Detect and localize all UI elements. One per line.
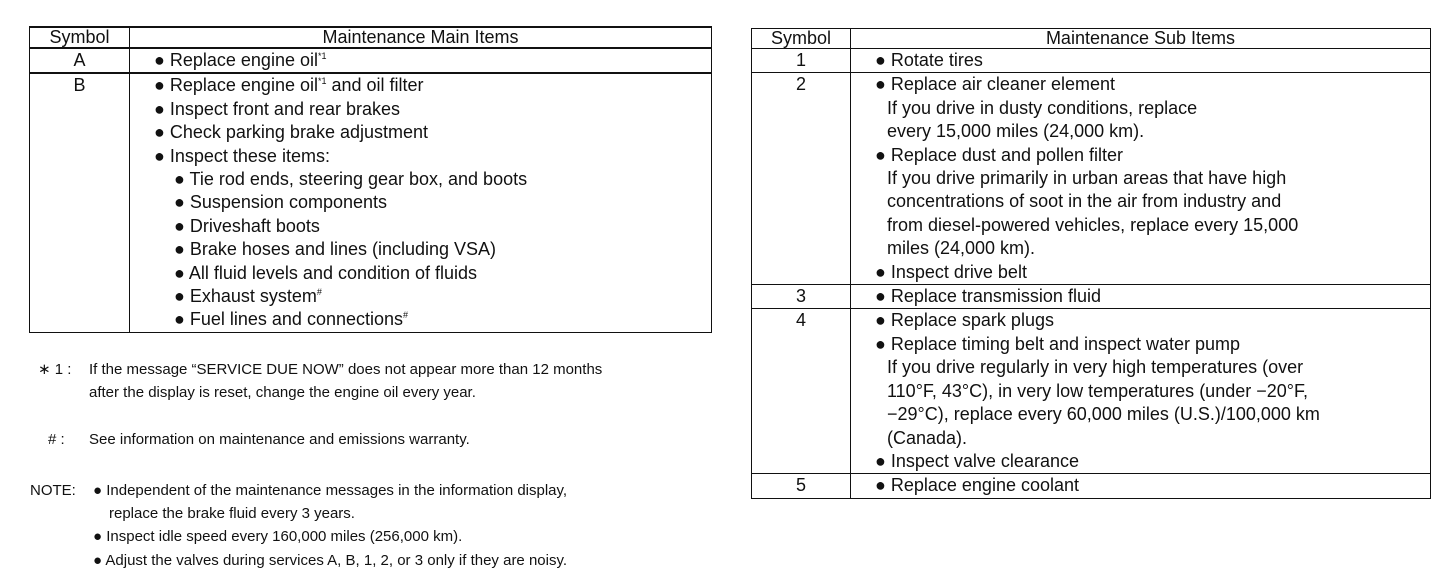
sub-item-line [130,262,711,285]
sub-table-row [752,49,1431,73]
item-text: ● Replace engine oil [154,75,318,96]
item-text: concentrations of soot in the air from industry and [887,191,1282,212]
items-cell [851,73,1431,285]
item-text: ● Exhaust system [174,286,317,307]
footnote-star1-text-line1: If the message “SERVICE DUE NOW” does not appear more than 12 months [89,361,603,378]
main-table-row [30,48,712,73]
item-line [130,98,711,121]
item-text: ● Inspect front and rear brakes [154,98,400,119]
sub-item-line [130,238,711,261]
item-text: ● Replace timing belt and inspect water pump [875,333,1241,354]
sub-item-line [130,168,711,191]
sub-table-row [752,285,1431,309]
item-text: ● Driveshaft boots [174,215,320,236]
item-line [130,74,711,97]
sub-table-header [752,29,1431,49]
main-table-header [30,27,712,48]
items-cell [851,309,1431,474]
item-line [851,450,1430,473]
item-text: ● Replace spark plugs [875,310,1054,331]
sub-item-line [851,97,1430,120]
item-line [851,333,1430,356]
items-cell [130,48,712,73]
note-item-3: ● Adjust the valves during services A, B, 1, 2, or 3 only if they are noisy. [93,552,568,569]
symbol-column-header: Symbol [752,29,851,49]
footnote-marker: *1 [317,76,327,87]
item-text: ● Inspect drive belt [875,261,1027,282]
symbol-cell: A [30,48,130,73]
note-item-2: ● Inspect idle speed every 160,000 miles (256,000 km). [93,528,463,545]
footnote-marker: # [403,310,409,321]
footnote-star1-label: ∗ 1 : [38,361,72,378]
item-line [851,261,1430,284]
item-text: ● Replace air cleaner element [875,74,1115,95]
item-text: ● Fuel lines and connections [174,309,404,330]
footnote-star1 [38,358,603,381]
note-item-1-line2: replace the brake fluid every 3 years. [109,505,355,522]
sub-item-line [851,190,1430,213]
sub-item-line [851,120,1430,143]
sub-item-line [851,214,1430,237]
symbol-cell: 5 [752,474,851,498]
main-items-column-header: Maintenance Main Items [130,27,712,48]
sub-item-line [130,308,711,331]
items-cell [851,49,1431,73]
sub-table-row [752,309,1431,474]
item-text: ● Replace dust and pollen filter [875,144,1124,165]
symbol-column-header: Symbol [30,27,130,48]
item-line [851,49,1430,72]
item-text: ● Inspect these items: [154,145,330,166]
sub-table-row [752,73,1431,285]
note-label: NOTE: [30,482,76,499]
item-text-continued: and oil filter [326,75,424,96]
item-line [851,144,1430,167]
item-text: ● All fluid levels and condition of fluids [174,262,478,283]
items-cell [851,474,1431,498]
items-cell [130,73,712,332]
footnote-hash [48,428,470,451]
item-text: 110°F, 43°C), in very low temperatures (under −20°F, [887,380,1308,401]
footnote-marker: *1 [317,51,327,61]
main-table-row [30,73,712,332]
item-text: ● Brake hoses and lines (including VSA) [174,239,497,260]
item-text: every 15,000 miles (24,000 km). [887,121,1145,142]
note-block [30,479,568,502]
item-line [851,285,1430,308]
sub-item-line [130,285,711,308]
sub-items-column-header: Maintenance Sub Items [851,29,1431,49]
sub-item-line [851,167,1430,190]
item-line [851,309,1430,332]
item-line [130,121,711,144]
symbol-cell: 3 [752,285,851,309]
sub-table-row [752,474,1431,498]
footnote-hash-label: # : [48,431,65,448]
item-line [130,49,711,72]
sub-item-line [851,237,1430,260]
footnote-star1-text-line2: after the display is reset, change the engine oil every year. [89,384,476,401]
item-text: ● Replace engine coolant [875,475,1080,496]
main-items-table [29,26,712,333]
item-text: If you drive in dusty conditions, replace [887,97,1198,118]
item-text: ● Inspect valve clearance [875,450,1079,471]
footnote-marker: # [316,287,322,298]
item-line [851,73,1430,96]
sub-item-line [851,356,1430,379]
note-item-1-line1: ● Independent of the maintenance messages in the information display, [93,482,568,499]
sub-item-line [130,191,711,214]
item-text: (Canada). [887,427,968,448]
footnote-hash-text: See information on maintenance and emissions warranty. [89,431,470,448]
item-line [851,474,1430,497]
sub-items-table [751,28,1431,499]
item-text: If you drive primarily in urban areas that have high [887,168,1287,189]
item-text: ● Replace transmission fluid [875,286,1101,307]
item-text: ● Suspension components [174,192,388,213]
symbol-cell: 1 [752,49,851,73]
symbol-cell: 2 [752,73,851,285]
sub-table-body [752,49,1431,499]
sub-item-line [851,427,1430,450]
sub-item-line [851,403,1430,426]
symbol-cell: 4 [752,309,851,474]
item-text: miles (24,000 km). [887,238,1036,259]
symbol-cell: B [30,73,130,332]
main-table-body [30,48,712,332]
items-cell [851,285,1431,309]
item-text: ● Replace engine oil [154,50,318,70]
sub-item-line [130,215,711,238]
item-text: ● Rotate tires [875,50,983,70]
item-text: from diesel-powered vehicles, replace every 15,000 [887,214,1299,235]
sub-item-line [851,380,1430,403]
item-text: −29°C), replace every 60,000 miles (U.S.)/100,000 km [887,404,1320,425]
item-text: If you drive regularly in very high temperatures (over [887,357,1304,378]
item-line [130,145,711,168]
item-text: ● Check parking brake adjustment [154,122,429,143]
item-text: ● Tie rod ends, steering gear box, and boots [174,169,528,190]
